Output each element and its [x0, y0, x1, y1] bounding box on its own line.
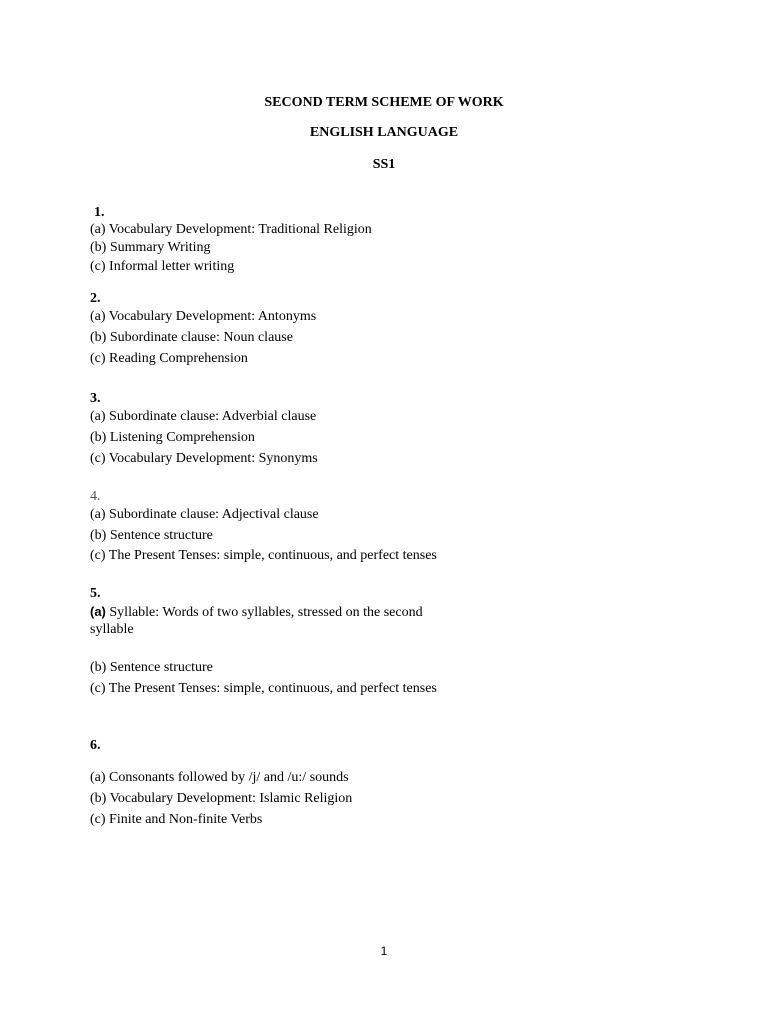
subject-heading: ENGLISH LANGUAGE	[309, 125, 459, 140]
week-6-number: 6.	[90, 738, 101, 753]
week-5-item-a	[90, 604, 423, 621]
week-5-number: 5.	[90, 586, 101, 601]
week-4-number: 4.	[90, 489, 101, 504]
week-5-item-b: (b) Sentence structure	[90, 660, 213, 675]
document-title: SECOND TERM SCHEME OF WORK	[264, 95, 504, 110]
week-1-item-a: (a) Vocabulary Development: Traditional Religion	[90, 222, 372, 237]
week-3-number: 3.	[90, 391, 101, 406]
week-5-item-c: (c) The Present Tenses: simple, continuous, and perfect tenses	[90, 681, 437, 696]
page-number: 1	[380, 944, 388, 958]
week-4-item-a: (a) Subordinate clause: Adjectival clause	[90, 507, 319, 522]
week-2-item-b: (b) Subordinate clause: Noun clause	[90, 330, 293, 345]
week-6-item-a: (a) Consonants followed by /j/ and /u:/ sounds	[90, 770, 349, 785]
week-3-item-c: (c) Vocabulary Development: Synonyms	[90, 451, 318, 466]
week-5-item-a-continued: syllable	[90, 622, 134, 637]
week-4-item-b: (b) Sentence structure	[90, 528, 213, 543]
week-2-number: 2.	[90, 291, 101, 306]
class-heading: SS1	[372, 157, 396, 172]
week-1-item-b: (b) Summary Writing	[90, 240, 211, 255]
week-6-item-c: (c) Finite and Non-finite Verbs	[90, 812, 263, 827]
week-2-item-a: (a) Vocabulary Development: Antonyms	[90, 309, 317, 324]
week-6-item-b: (b) Vocabulary Development: Islamic Religion	[90, 791, 353, 806]
week-1-item-c: (c) Informal letter writing	[90, 259, 235, 274]
week-5-item-a-prefix: (a)	[90, 604, 106, 619]
week-4-item-c: (c) The Present Tenses: simple, continuous, and perfect tenses	[90, 548, 437, 563]
week-1-number: 1.	[94, 205, 105, 220]
week-5-item-a-text: Syllable: Words of two syllables, stressed on the second	[109, 605, 423, 620]
week-2-item-c: (c) Reading Comprehension	[90, 351, 248, 366]
week-3-item-b: (b) Listening Comprehension	[90, 430, 255, 445]
week-3-item-a: (a) Subordinate clause: Adverbial clause	[90, 409, 317, 424]
